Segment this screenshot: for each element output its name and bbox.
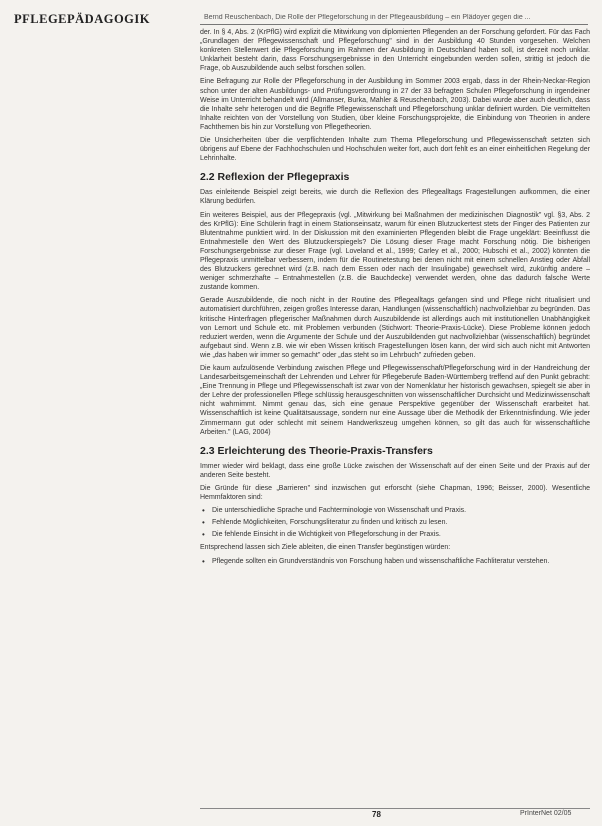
quote-paragraph: Die kaum aufzulösende Verbindung zwischen Pflege und Pflegewissenschaft/Pflegeforschung wird in der Handreichung der Landesarbeitsgemeinschaft der Lehrenden und Lehrer für Pflegeberufe Baden-Württemberg treffend auf den Punkt gebracht: „Eine Trennung in Pflege und Pflegewissenschaft ist zwar von der Nomenklatur her historisch gewachsen, spiegelt sie aber in der Lehre der professionellen Pflege schlüssig herausgeschnitten von wissenschaftlicher Durchsicht und Medizinwissenschaft nicht wahrnimmt. Nimmt genau das, sich eine genaue Perspektive gegenüber der Wissenschaft erarbeitet hat. Wissenschaftlich ist keine Qualitätsaussage, sondern nur eine Aussage über die Methodik der Erkenntnisfindung. Wie jeder Zimmermann gut oder schlecht mit seinem Handwerkszeug umgehen können, so gilt das auch für wissenschaftliche Arbeiten." (LAG, 2004) (200, 365, 590, 436)
footer-rule (200, 808, 590, 809)
list-item: • Pflegende sollten ein Grundverständnis von Forschung haben und wissenschaftliche Fachliteratur verstehen. (202, 556, 550, 566)
section-heading-2-2: 2.2 Reflexion der Pflegepraxis (200, 171, 350, 184)
header-rule (200, 24, 588, 25)
paragraph: der. In § 4, Abs. 2 (KrPflG) wird explizit die Mitwirkung von diplomierten Pflegenden an der Forschung gefordert. Für das Fach „Grundlagen der Pflegewissenschaft und Pflegeforschung" sind in der Ausbildung 40 Stunden vorgesehen. Welchen konkreten Stellenwert die Pflegeforschung im Rahmen der Ausbildung in Deutschland haben soll, ist derzeit noch unklar. Unklarheit besteht darin, dass Forschungsergebnisse in den Unterricht eingebunden werden sollen, strittig ist jedoch die Frage, ob Auszubildende auch selbst forschen sollen. (200, 29, 590, 73)
article-body (200, 28, 590, 570)
paragraph: Gerade Auszubildende, die noch nicht in der Routine des Pflegealltags gefangen sind und Pflege nicht ritualisiert und automatisiert durchführen, zeigen großes Interesse daran, Handlungen (wissenschaftlich) nachvollziehbar zu begründen. Das kritische Hinterfragen pflegerischer Maßnahmen durch Auszubildende ist allerdings auch mit institutionellen Unabhängigkeit von Lernort und Schule etc. mit Problemen verbunden (Stichwort: Theorie-Praxis-Lücke). Diese Probleme können jedoch reduziert werden, wenn die Argumente der Schule und der Auszubildenden gut nachvollziehbar (wissenschaftlich) begründet aufgebaut sind. Wenn z.B. wie wir eben Wissen kritisch Fragestellungen lösen kann, der wird sich auch nicht mit Antworten wie „das haben wir immer so gemacht" oder „das steht so im Lehrbuch" zufrieden geben. (200, 297, 590, 359)
paragraph: Ein weiteres Beispiel, aus der Pflegepraxis (vgl. „Mitwirkung bei Maßnahmen der medizinischen Diagnostik" vgl. §3, Abs. 2 des KrPflG): Eine Schülerin fragt in einem Stationseinsatz, warum für einen Blutzuckertest stets der Finger des Patienten zur Blutentnahme punktiert wird. In der Diskussion mit den examinierten Pflegenden bleibt die Frage ungeklärt: Beeinflusst die Entnahmestelle den Wert des Blutzuckerspiegels? Die Lösung dieser Frage macht Forschung nötig. Die bisherigen Forschungsergebnisse zur dieser Frage (vgl. Loveland et al., 1999; Carley et al., 2000; Hubschi et al., 2002) könnten die Pflegepraxis unmittelbar verbessern, indem für die Routinetestung bei denen nicht mit einem schnellen Anstieg oder Abfall des Blutzuckers gerechnet wird (z.B. nach dem Essen oder nach der Insulingabe) gewechselt wird, zukünftig andere – weniger schmerzhafte – Entnahmestellen (z.B. die Bauchdecke) verwendet werden, ohne das dadurch falsche Werte zustande kommen. (200, 211, 590, 292)
paragraph: Eine Befragung zur Rolle der Pflegeforschung in der Ausbildung im Sommer 2003 ergab, dass in der Rhein-Neckar-Region schon unter der alten Ausbildungs- und Prüfungsverordnung in 27 der 33 befragten Schulen Pflegeforschung in irgendeiner Weise im Unterricht behandelt wird (Allmanser, Burka, Mahler & Reuschenbach, 2003). Dabei wurde aber auch deutlich, dass die Inhalte sehr heterogen und die Begriffe Pflegewissenschaft und Pflegeforschung unklar definiert wurden. Die vermittelten Inhalte reichten von der Vorstellung von Studien, über kleine Forschungsprojekte, die Einbindung von Theorien in andere Fachthemen bis hin zur Vorstellung von Pflegetheorien. (200, 78, 590, 131)
bullet-icon: • (202, 530, 205, 540)
paragraph: Die Unsicherheiten über die verpflichtenden Inhalte zum Thema Pflegeforschung und Pflegewissenschaft setzten sich übrigens auf Ebene der Fachhochschulen und Hochschulen weiter fort, auch dort fehlt es an einer einheitlichen Regelung der Lehrinhalte. (200, 137, 590, 163)
bullet-icon: • (202, 518, 205, 528)
list-item: • Die fehlende Einsicht in die Wichtigkeit von Pflegeforschung in der Praxis. (202, 530, 441, 540)
page-number: 78 (372, 810, 381, 819)
running-head: Bernd Reuschenbach, Die Rolle der Pflegeforschung in der Pflegeausbildung – ein Plädoyer gegen die ... (204, 14, 531, 21)
list-item: • Die unterschiedliche Sprache und Fachterminologie von Wissenschaft und Praxis. (202, 506, 467, 516)
issue-label: PrInterNet 02/05 (520, 810, 572, 817)
paragraph: Entsprechend lassen sich Ziele ableiten, die einen Transfer begünstigen würden: (200, 544, 451, 552)
paragraph: Immer wieder wird beklagt, dass eine große Lücke zwischen der Wissenschaft auf der einen Seite und der Praxis auf der anderen Seite besteht. (200, 462, 590, 479)
paragraph: Die Gründe für diese „Barrieren" sind inzwischen gut erforscht (siehe Chapman, 1996; Beisser, 2000). Wesentliche Hemmfaktoren sind: (200, 484, 590, 502)
list-item: • Fehlende Möglichkeiten, Forschungsliteratur zu finden und kritisch zu lesen. (202, 518, 448, 528)
bullet-icon: • (202, 556, 205, 566)
bullet-icon: • (202, 506, 205, 516)
journal-name: PFLEGEPÄDAGOGIK (14, 12, 150, 26)
section-heading-2-3: 2.3 Erleichterung des Theorie-Praxis-Transfers (200, 444, 433, 457)
barrier-list (200, 506, 590, 539)
paragraph: Das einleitende Beispiel zeigt bereits, wie durch die Reflexion des Pflegealltags Fragestellungen aufkommen, die einer Klärung bedürfen. (200, 189, 590, 206)
goal-list (200, 557, 590, 566)
